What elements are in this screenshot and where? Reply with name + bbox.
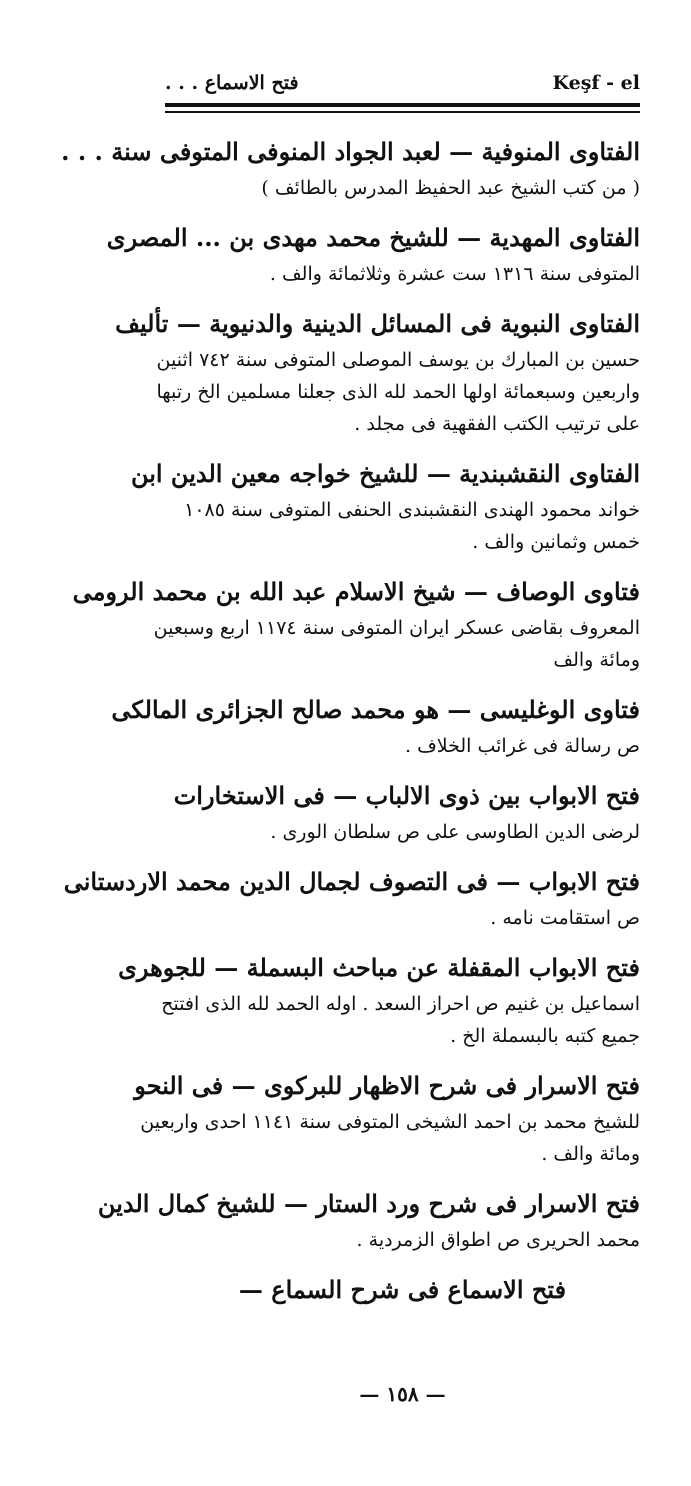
entry-text-line: خواند محمود الهندى النقشبندى الحنفى المتوفى سنة ١٠٨٥ xyxy=(184,499,640,521)
dictionary-entry xyxy=(61,132,640,204)
entry-heading-last: فتح الاسماع فى شرح السماع — xyxy=(238,1275,567,1304)
entry-heading: فتح الابواب المقفلة عن مباحث البسملة — للجوهرى xyxy=(118,953,640,982)
dictionary-entry xyxy=(111,690,640,762)
entry-heading: الفتاوى النقشبندية — للشيخ خواجه معين الدين ابن xyxy=(130,459,640,488)
entry-text-line: جميع كتبه بالبسملة الخ . xyxy=(450,1025,640,1047)
entry-text-line: ص رسالة فى غرائب الخلاف . xyxy=(405,735,640,757)
entries-body xyxy=(61,132,640,1310)
entry-heading: الفتاوى المهدية — للشيخ محمد مهدى بن ... المصرى xyxy=(106,223,640,252)
entry-text-line: على ترتيب الكتب الفقهية فى مجلد . xyxy=(354,413,640,435)
entry-text-line: للشيخ محمد بن احمد الشيخى المتوفى سنة ١١٤١ احدى واربعين xyxy=(140,1111,640,1133)
dictionary-entry xyxy=(134,1066,640,1170)
dictionary-entry xyxy=(63,862,640,934)
dictionary-entry xyxy=(130,454,640,558)
entry-text-line: ص استقامت نامه . xyxy=(490,907,640,929)
entry-heading: فتح الابواب — فى التصوف لجمال الدين محمد الاردستانى xyxy=(63,867,640,896)
entry-text-line: ومائة والف xyxy=(553,649,640,671)
dictionary-entry xyxy=(106,218,640,290)
entry-text-line: حسين بن المبارك بن يوسف الموصلى المتوفى سنة ٧٤٢ اثنين xyxy=(156,349,640,371)
entry-heading: فتح الاسرار فى شرح الاظهار للبركوى — فى النحو xyxy=(134,1071,640,1100)
entry-text-line: خمس وثمانين والف . xyxy=(472,531,640,553)
dictionary-entry xyxy=(72,572,640,676)
entry-text-line: المتوفى سنة ١٣١٦ ست عشرة وثلاثمائة والف . xyxy=(269,263,640,285)
entry-heading: فتاوى الوغليسى — هو محمد صالح الجزائرى المالكى xyxy=(111,695,640,724)
page-number: — ١٥٨ — xyxy=(359,1382,446,1406)
entry-text-line: ( من كتب الشيخ عبد الحفيظ المدرس بالطائف ) xyxy=(261,177,640,199)
header-rule-thick xyxy=(165,103,640,107)
running-header xyxy=(165,72,640,100)
entry-heading: فتح الابواب بين ذوى الالباب — فى الاستخارات xyxy=(173,781,640,810)
header-right-title: Keşf - el xyxy=(552,72,640,94)
header-rule-thin xyxy=(165,111,640,113)
entry-text-line: محمد الحريرى ص اطواق الزمردية . xyxy=(356,1229,640,1251)
entry-text-line: اسماعيل بن غنيم ص احراز السعد . اوله الحمد لله الذى افتتح xyxy=(161,993,640,1015)
entry-heading: الفتاوى النبوية فى المسائل الدينية والدنيوية — تأليف xyxy=(115,309,640,338)
dictionary-entry xyxy=(115,304,640,440)
dictionary-entry xyxy=(118,948,640,1052)
entry-heading: فتح الاسرار فى شرح ورد الستار — للشيخ كمال الدين xyxy=(97,1189,640,1218)
entry-heading: فتاوى الوصاف — شيخ الاسلام عبد الله بن محمد الرومى xyxy=(72,577,640,606)
entry-text-line: المعروف بقاضى عسكر ايران المتوفى سنة ١١٧٤ اربع وسبعين xyxy=(153,617,640,639)
entry-text-line: لرضى الدين الطاوسى على ص سلطان الورى . xyxy=(270,821,640,843)
entry-heading: الفتاوى المنوفية — لعبد الجواد المنوفى المتوفى سنة . . . xyxy=(61,137,640,166)
entry-text-line: ومائة والف . xyxy=(541,1143,640,1165)
entry-text-line: واربعين وسبعمائة اولها الحمد لله الذى جعلنا مسلمين الخ رتبها xyxy=(156,381,640,403)
dictionary-entry xyxy=(97,1184,640,1256)
header-left-title: فتح الاسماع . . . xyxy=(165,72,299,94)
dictionary-entry xyxy=(165,776,640,848)
